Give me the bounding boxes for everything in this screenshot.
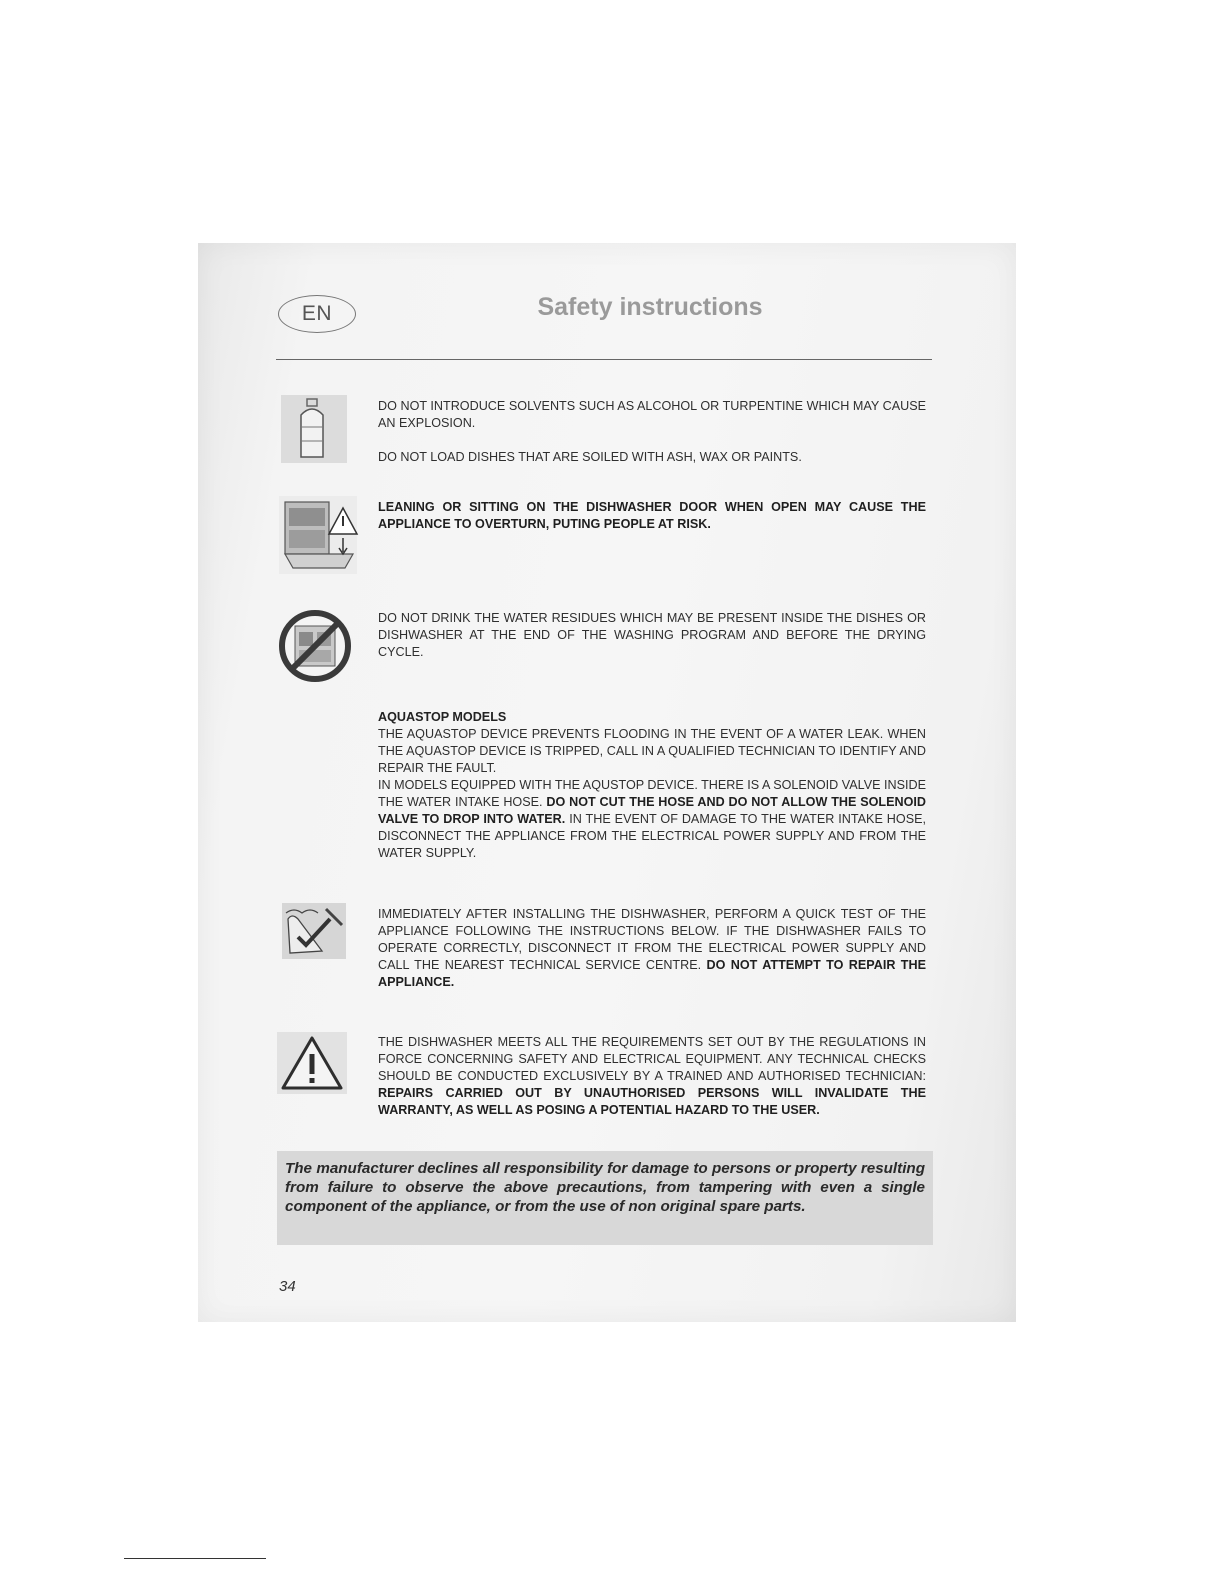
- language-badge: EN: [278, 295, 356, 333]
- no-drinking-icon: [277, 608, 353, 684]
- soiled-dishes-warning: DO NOT LOAD DISHES THAT ARE SOILED WITH ASH, WAX OR PAINTS.: [378, 450, 802, 464]
- aquastop-section: [378, 709, 926, 862]
- manufacturer-disclaimer: The manufacturer declines all responsibility for damage to persons or property resulting from failure to observe the above precautions, from tampering with even a single component of the appliance, or from the use of non original spare parts.: [277, 1151, 933, 1245]
- header-divider: [276, 359, 932, 360]
- page-number: 34: [279, 1278, 296, 1295]
- door-warning: LEANING OR SITTING ON THE DISHWASHER DOOR WHEN OPEN MAY CAUSE THE APPLIANCE TO OVERTURN, PUTING PEOPLE AT RISK.: [378, 500, 926, 531]
- page-title: Safety instructions: [537, 293, 763, 321]
- aquastop-solenoid-warning: IN MODELS EQUIPPED WITH THE AQUSTOP DEVICE. THERE IS A SOLENOID VALVE INSIDE THE WATER INTAKE HOSE. DO NOT CUT THE HOSE AND DO NOT ALLOW THE SOLENOID VALVE TO DROP INTO WATER. IN THE EVENT OF DAMAGE TO THE WATER INTAKE HOSE, DISCONNECT THE APPLIANCE FROM THE ELECTRICAL POWER SUPPLY AND FROM THE WATER SUPPLY.: [378, 778, 927, 860]
- regulations-warning: THE DISHWASHER MEETS ALL THE REQUIREMENTS SET OUT BY THE REGULATIONS IN FORCE CONCERNING SAFETY AND ELECTRICAL EQUIPMENT. ANY TECHNICAL CHECKS SHOULD BE CONDUCTED EXCLUSIVELY BY A TRAINED AND AUTHORISED TECHNICIAN: REPAIRS CARRIED OUT BY UNAUTHORISED PERSONS WILL INVALIDATE THE WARRANTY, AS WELL AS POSING A POTENTIAL HAZARD TO THE USER.: [378, 1035, 926, 1117]
- aquastop-description: THE AQUASTOP DEVICE PREVENTS FLOODING IN THE EVENT OF A WATER LEAK. WHEN THE AQUASTOP DEVICE IS TRIPPED, CALL IN A QUALIFIED TECHNICIAN TO IDENTIFY AND REPAIR THE FAULT.: [378, 727, 926, 775]
- footnote-separator: [124, 1558, 266, 1559]
- drinking-warning: DO NOT DRINK THE WATER RESIDUES WHICH MAY BE PRESENT INSIDE THE DISHES OR DISHWASHER AT THE END OF THE WASHING PROGRAM AND BEFORE THE DRYING CYCLE.: [378, 611, 926, 659]
- aquastop-heading: AQUASTOP MODELS: [378, 710, 507, 724]
- dishwasher-door-warning-icon: [277, 494, 359, 576]
- solvents-warning: DO NOT INTRODUCE SOLVENTS SUCH AS ALCOHOL OR TURPENTINE WHICH MAY CAUSE AN EXPLOSION.: [378, 399, 926, 430]
- warning-triangle-icon: [277, 1032, 347, 1094]
- quick-test-instructions: IMMEDIATELY AFTER INSTALLING THE DISHWASHER, PERFORM A QUICK TEST OF THE APPLIANCE FOLLOWING THE INSTRUCTIONS BELOW. IF THE DISHWASHER FAILS TO OPERATE CORRECTLY, DISCONNECT IT FROM THE ELECTRICAL POWER SUPPLY AND CALL THE NEAREST TECHNICAL SERVICE CENTRE. DO NOT ATTEMPT TO REPAIR THE APPLIANCE.: [378, 907, 926, 989]
- bottle-icon: [281, 395, 347, 463]
- checklist-pencil-icon: [282, 903, 346, 959]
